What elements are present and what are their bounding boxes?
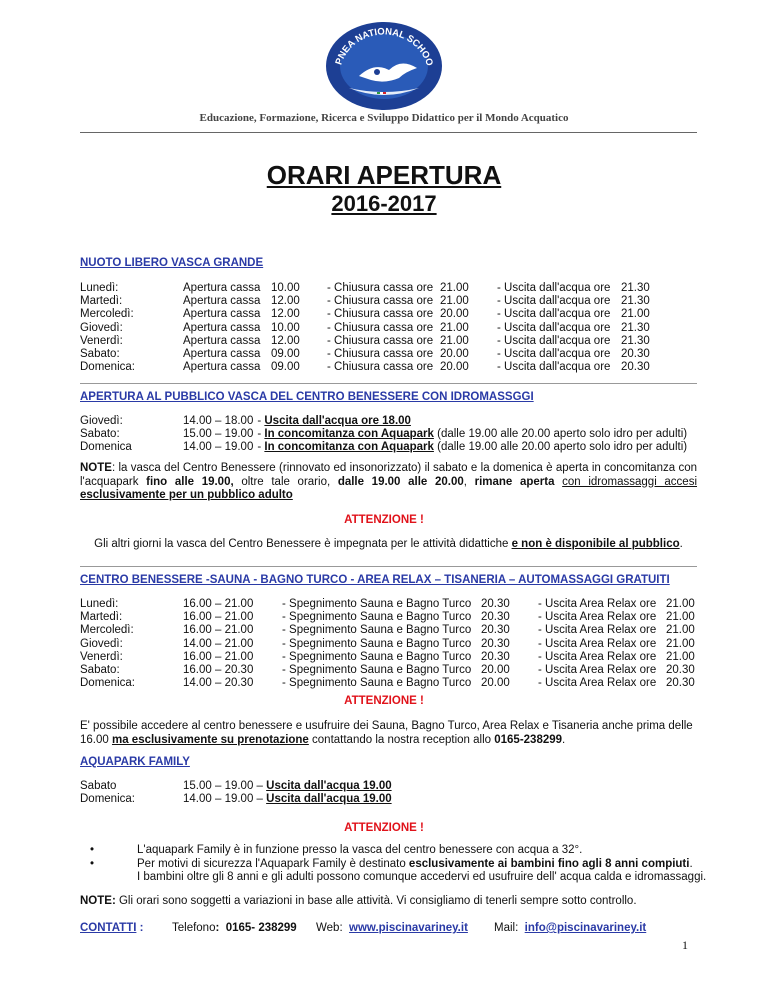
page-number: 1 [682, 938, 688, 952]
exit-label: - Uscita dall'acqua ore [497, 361, 611, 374]
note-text [554, 476, 562, 488]
close-time: 21.00 [440, 321, 469, 334]
exit-label: Uscita dall'acqua 19.00 [266, 780, 392, 792]
exit-label: - Uscita Area Relax ore [538, 624, 657, 637]
row-bold: Uscita dall'acqua ore 18.00 [264, 415, 411, 427]
page-subtitle: 2016-2017 [331, 191, 437, 216]
footer-note [80, 895, 637, 908]
mail-label: Mail: [494, 922, 519, 934]
open-label: Apertura cassa [183, 295, 261, 308]
exit-time: 21.00 [666, 611, 695, 624]
bullet-text: esclusivamente ai bambini fino agli 8 anni compiuti [408, 858, 690, 870]
exit-time: 21.00 [621, 308, 650, 321]
web-label: Web: [316, 922, 343, 934]
sauna-off-label: - Spegnimento Sauna e Bagno Turco [282, 598, 472, 610]
exit-label: - Uscita Area Relax ore [538, 677, 657, 690]
close-label: - Chiusura cassa ore [327, 308, 434, 321]
open-time: 12.00 [271, 334, 300, 347]
header-divider [80, 132, 697, 133]
exit-time: 21.30 [621, 334, 650, 347]
open-label: Apertura cassa [183, 308, 261, 321]
row-time: 15.00 – 19.00 [183, 428, 254, 441]
sauna-info [80, 720, 697, 747]
phone-number: 0165-238299 [494, 733, 563, 746]
aquapark-row [183, 793, 392, 806]
exit-label: - Uscita dall'acqua ore [497, 295, 611, 308]
time-range: 14.00 – 19.00 – [183, 793, 267, 806]
day-label: Sabato: [80, 428, 120, 441]
close-label: - Chiusura cassa ore [327, 282, 434, 294]
note-text: oltre tale orario, [233, 475, 338, 488]
sauna-off-label: - Spegnimento Sauna e Bagno Turco [282, 677, 472, 690]
sauna-off-label: - Spegnimento Sauna e Bagno Turco [282, 624, 472, 637]
logo-text: PNEA NATIONAL SCHOO [333, 26, 435, 68]
exit-time: 21.00 [666, 650, 695, 663]
day-label: Sabato: [80, 348, 120, 360]
day-label: Domenica: [80, 793, 135, 806]
row-sep: - [257, 415, 265, 427]
note-text: rimane aperta [474, 475, 555, 488]
day-label: Sabato: [80, 664, 120, 676]
phone-colon: : [215, 922, 220, 934]
note-text: fino alle 19.00, [146, 475, 234, 488]
exit-time: 21.30 [621, 321, 650, 334]
info-text: . [679, 538, 683, 550]
exit-label: - Uscita dall'acqua ore [497, 282, 611, 294]
contacts-colon: : [136, 922, 144, 934]
web-link[interactable]: www.piscinavariney.it [349, 922, 468, 934]
open-label: Apertura cassa [183, 282, 261, 294]
day-label: Domenica: [80, 677, 135, 690]
time-range: 16.00 – 21.00 [183, 650, 254, 663]
note-text: esclusivamente per un pubblico adulto [80, 489, 293, 501]
phone-number: 0165- 238299 [225, 922, 297, 934]
sauna-off-time: 20.30 [481, 650, 510, 663]
phone-label: Telefono [172, 922, 216, 934]
row-time: 14.00 – 18.00 [183, 415, 254, 427]
section-heading-nuoto: NUOTO LIBERO VASCA GRANDE [80, 257, 264, 269]
close-time: 20.00 [440, 348, 469, 360]
school-logo [319, 14, 449, 112]
sauna-off-label: - Spegnimento Sauna e Bagno Turco [282, 664, 472, 676]
open-time: 09.00 [271, 348, 300, 360]
day-label: Mercoledì: [80, 308, 134, 321]
day-label: Martedì: [80, 611, 123, 624]
close-label: - Chiusura cassa ore [327, 361, 434, 374]
mail-link[interactable]: info@piscinavariney.it [524, 922, 647, 934]
contacts-label [80, 922, 143, 935]
aquapark-bullet-1: L'aquapark Family è in funzione presso la vasca del centro benessere con acqua a 32°. [137, 844, 583, 856]
day-label: Domenica: [80, 361, 135, 374]
day-label: Giovedì: [80, 637, 123, 650]
sauna-off-time: 20.00 [481, 677, 510, 690]
sauna-off-time: 20.30 [481, 611, 510, 624]
divider [80, 566, 697, 567]
open-label: Apertura cassa [183, 334, 261, 347]
exit-time: 21.00 [666, 598, 695, 610]
exit-time: 21.30 [621, 282, 650, 294]
close-label: - Chiusura cassa ore [327, 321, 434, 334]
exit-label: - Uscita dall'acqua ore [497, 308, 611, 321]
info-text: E' possibile accedere al centro benessere e usufruire dei Sauna, Bagno Turco, Area Relax e Tisaneria anche prima delle 16.00 [80, 720, 693, 746]
note-text: con idromassaggi accesi [562, 475, 698, 488]
sauna-off-label: - Spegnimento Sauna e Bagno Turco [282, 611, 472, 624]
time-range: 14.00 – 20.30 [183, 677, 254, 690]
day-label: Martedì: [80, 295, 123, 308]
sauna-off-time: 20.30 [481, 637, 510, 650]
time-range: 16.00 – 21.00 [183, 624, 254, 637]
close-time: 21.00 [440, 282, 469, 294]
note-text: dalle 19.00 alle 20.00 [337, 475, 464, 488]
open-time: 09.00 [271, 361, 300, 374]
tagline: Educazione, Formazione, Ricerca e Sviluppo Didattico per il Mondo Acquatico [199, 112, 569, 124]
page-title: ORARI APERTURA [266, 160, 502, 190]
attention-label: ATTENZIONE ! [344, 514, 424, 526]
day-label: Lunedì: [80, 598, 119, 610]
day-label: Venerdì: [80, 334, 123, 347]
aquapark-bullet-2 [137, 858, 693, 871]
section-heading-aquapark: AQUAPARK FAMILY [80, 756, 190, 768]
exit-time: 20.30 [621, 348, 650, 360]
exit-label: - Uscita dall'acqua ore [497, 321, 611, 334]
exit-label: - Uscita Area Relax ore [538, 650, 657, 663]
aquapark-row [183, 780, 392, 793]
row-sep: - [257, 441, 265, 454]
bullet-icon: • [90, 844, 95, 856]
sauna-off-label: - Spegnimento Sauna e Bagno Turco [282, 650, 472, 663]
open-time: 12.00 [271, 308, 300, 321]
close-label: - Chiusura cassa ore [327, 334, 434, 347]
row-sep: - [257, 428, 265, 441]
exit-label: Uscita dall'acqua 19.00 [266, 793, 392, 806]
row-bold: In concomitanza con Aquapark [264, 441, 434, 454]
day-label: Mercoledì: [80, 624, 134, 637]
contact-phone [172, 922, 297, 935]
close-time: 21.00 [440, 334, 469, 347]
contact-web [316, 922, 468, 935]
day-label: Lunedì: [80, 282, 119, 294]
day-label: Domenica [80, 441, 132, 454]
info-text: . [562, 733, 566, 746]
exit-time: 21.30 [621, 295, 650, 308]
close-time: 20.00 [440, 308, 469, 321]
bullet-text: . [689, 858, 693, 870]
info-text: ma esclusivamente su prenotazione [111, 733, 309, 746]
time-range: 15.00 – 19.00 – [183, 780, 267, 792]
contact-mail [494, 922, 646, 935]
note-text: , [463, 475, 475, 488]
day-label: Giovedì: [80, 415, 123, 427]
exit-time: 20.30 [666, 677, 695, 690]
exit-label: - Uscita Area Relax ore [538, 664, 657, 676]
close-label: - Chiusura cassa ore [327, 348, 434, 360]
row-note: (dalle 19.00 alle 20.00 aperto solo idro per adulti) [433, 441, 688, 454]
exit-label: - Uscita dall'acqua ore [497, 348, 611, 360]
close-time: 20.00 [440, 361, 469, 374]
exit-label: - Uscita Area Relax ore [538, 611, 657, 624]
benessere-row [183, 428, 687, 441]
open-time: 10.00 [271, 321, 300, 334]
close-time: 21.00 [440, 295, 469, 308]
time-range: 16.00 – 20.30 [183, 664, 254, 676]
bullet-icon: • [90, 858, 95, 870]
info-text: Gli altri giorni la vasca del Centro Benessere è impegnata per le attività didattiche [94, 538, 512, 550]
exit-time: 21.00 [666, 624, 695, 637]
open-time: 10.00 [271, 282, 300, 294]
exit-time: 20.30 [621, 361, 650, 374]
exit-label: - Uscita Area Relax ore [538, 637, 657, 650]
row-note: (dalle 19.00 alle 20.00 aperto solo idro per adulti) [433, 428, 688, 441]
note-label: NOTE: [80, 895, 116, 907]
row-time: 14.00 – 19.00 [183, 441, 254, 454]
benessere-info [80, 538, 697, 550]
benessere-row [183, 441, 687, 454]
divider [80, 383, 697, 384]
sauna-off-time: 20.30 [481, 624, 510, 637]
open-time: 12.00 [271, 295, 300, 308]
day-label: Venerdì: [80, 650, 123, 663]
exit-label: - Uscita dall'acqua ore [497, 334, 611, 347]
section-heading-sauna: CENTRO BENESSERE -SAUNA - BAGNO TURCO - AREA RELAX – TISANERIA – AUTOMASSAGGI GRATUITI [80, 574, 670, 586]
exit-time: 20.30 [666, 664, 695, 676]
info-text: contattando la nostra reception allo [308, 733, 495, 746]
attention-label: ATTENZIONE ! [344, 822, 424, 834]
note-text: : la vasca del Centro Benessere (rinnovato ed insonorizzato) il sabato e la domenica è aperta in concomitanza con l'acquapark [80, 462, 697, 488]
note-label: NOTE [80, 462, 112, 474]
day-label: Giovedì: [80, 321, 123, 334]
info-text: e non è disponibile al pubblico [511, 538, 680, 550]
aquapark-bullet-2-cont: I bambini oltre gli 8 anni e gli adulti possono comunque accedervi ed usufruire dell' acqua calda e idromassaggi. [137, 871, 707, 883]
note-text: Gli orari sono soggetti a variazioni in base alle attività. Vi consigliamo di tenerli sempre sotto controllo. [115, 895, 637, 907]
contacts-heading: CONTATTI [80, 922, 137, 934]
time-range: 16.00 – 21.00 [183, 611, 254, 624]
close-label: - Chiusura cassa ore [327, 295, 434, 308]
benessere-note [80, 462, 697, 503]
sauna-off-label: - Spegnimento Sauna e Bagno Turco [282, 637, 472, 650]
open-label: Apertura cassa [183, 348, 261, 360]
section-heading-benessere: APERTURA AL PUBBLICO VASCA DEL CENTRO BENESSERE CON IDROMASSGGI [80, 391, 534, 403]
sauna-off-time: 20.00 [481, 664, 510, 676]
bullet-text: Per motivi di sicurezza l'Aquapark Family è destinato [137, 858, 409, 870]
row-bold: In concomitanza con Aquapark [264, 428, 434, 441]
day-label: Sabato [80, 780, 117, 792]
open-label: Apertura cassa [183, 361, 261, 374]
time-range: 14.00 – 21.00 [183, 637, 254, 650]
exit-label: - Uscita Area Relax ore [538, 598, 657, 610]
benessere-row [183, 415, 411, 428]
exit-time: 21.00 [666, 637, 695, 650]
sauna-off-time: 20.30 [481, 598, 510, 610]
attention-label: ATTENZIONE ! [344, 695, 424, 707]
open-label: Apertura cassa [183, 321, 261, 334]
time-range: 16.00 – 21.00 [183, 598, 254, 610]
